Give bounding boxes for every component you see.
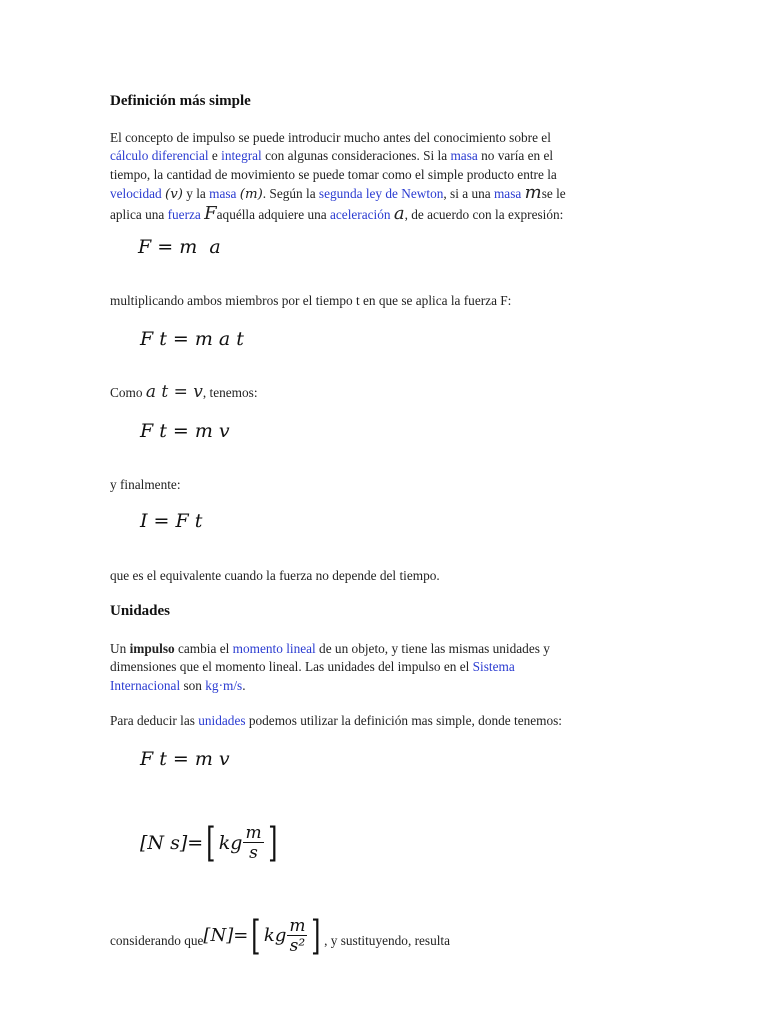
math-equals: = (147, 510, 176, 532)
para-line (110, 202, 566, 224)
math-rhs: a (209, 236, 221, 258)
equation-units-n (203, 913, 324, 959)
section-heading-definicion: Definición más simple (110, 93, 251, 109)
math-lhs: F t (140, 748, 167, 770)
text: Un (110, 641, 130, 656)
text: , si a una (443, 186, 494, 202)
section-heading-unidades: Unidades (110, 603, 171, 619)
link-internacional[interactable]: Internacional (110, 677, 181, 693)
math-rhs: m v (194, 748, 230, 770)
math-lhs: I (140, 510, 148, 532)
link-sistema[interactable]: Sistema (472, 659, 515, 675)
math-lhs: [N] (203, 924, 234, 946)
math-m: m (524, 182, 542, 204)
text: podemos utilizar la definición mas simple, donde tenemos: (245, 713, 563, 728)
math-rhs: F t (175, 510, 203, 532)
text: , tenemos: (202, 385, 258, 400)
math-F: F (204, 202, 217, 224)
paragraph-considerando (110, 900, 451, 959)
text: cambia el (174, 641, 233, 656)
link-momento-lineal[interactable]: momento lineal (232, 641, 316, 656)
math-kg: kg (218, 832, 243, 854)
para-line (110, 147, 566, 165)
math-equals: = (166, 748, 195, 770)
text: y la (182, 186, 210, 202)
equation-ft-mv-2 (140, 748, 230, 770)
math-lhs: F t (140, 420, 167, 442)
math-rhs: m v (194, 420, 230, 442)
fraction (287, 917, 307, 956)
para-line (110, 658, 550, 676)
link-integral[interactable]: integral (221, 148, 262, 164)
math-lhs: F (138, 236, 152, 258)
text: considerando que (110, 932, 204, 948)
fraction-numerator: m (245, 822, 262, 843)
text: , y sustituyendo, resulta (324, 932, 451, 948)
para-line (110, 677, 550, 695)
math-lhs: [N s] (140, 832, 188, 854)
math-equals: = (166, 420, 195, 442)
equation-impulso (140, 510, 202, 532)
text: con algunas consideraciones. Si la (261, 148, 451, 164)
bracket-close-icon: ] (311, 913, 321, 959)
fraction (243, 824, 263, 863)
text: de un objeto, y tiene las mismas unidades y (315, 641, 550, 656)
fraction-denominator: s (249, 842, 258, 863)
bracket-open-icon: [ (251, 913, 261, 959)
math-equals: = (233, 924, 249, 946)
math-a: a (393, 202, 405, 224)
equation-units-ns (140, 818, 280, 868)
link-velocidad[interactable]: velocidad (110, 186, 162, 202)
text: Como (110, 385, 146, 400)
link-segunda-ley-newton[interactable]: segunda ley de Newton (318, 186, 444, 202)
text: , de acuerdo con la expresión: (404, 206, 564, 222)
text: se le (541, 186, 566, 202)
text: aquélla adquiere una (216, 206, 330, 222)
math-equals: = (151, 236, 180, 258)
para-line: tiempo, la cantidad de movimiento se puede tomar como el simple producto entre la (110, 166, 557, 182)
math-kg: kg (263, 924, 287, 946)
link-masa[interactable]: masa (450, 148, 478, 164)
paragraph-multiplicando: multiplicando ambos miembros por el tiempo t en que se aplica la fuerza F: (110, 293, 512, 308)
link-kg-m-s[interactable]: kg·m/s (205, 677, 243, 693)
math-m: (m) (239, 187, 263, 203)
math-inline: a t = v (145, 382, 203, 402)
text: e (208, 148, 222, 164)
text: Para deducir las (110, 713, 199, 728)
link-fuerza[interactable]: fuerza (167, 206, 201, 222)
math-lhs: F t (140, 328, 167, 350)
paragraph-deducir (110, 712, 562, 730)
link-unidades[interactable]: unidades (198, 713, 246, 728)
para-line: El concepto de impulso se puede introducir mucho antes del conocimiento sobre el (110, 130, 551, 145)
equation-ft-mat (140, 328, 244, 350)
text: son (180, 677, 206, 693)
fraction-numerator: m (289, 915, 306, 936)
math-equals: = (166, 328, 195, 350)
text: no varía en el (477, 148, 554, 164)
fraction-denominator: s² (289, 935, 306, 956)
math-rhs: m a t (194, 328, 244, 350)
equation-ft-mv (140, 420, 230, 442)
link-masa[interactable]: masa (209, 186, 237, 202)
link-calculo-diferencial[interactable]: cálculo diferencial (110, 148, 209, 164)
paragraph-finalmente: y finalmente: (110, 477, 181, 492)
link-aceleracion[interactable]: aceleración (329, 206, 391, 222)
math-rhs: m (179, 236, 198, 258)
text: . Según la (262, 186, 319, 202)
bracket-open-icon: [ (206, 820, 216, 866)
para-line (110, 184, 566, 204)
bold-term: impulso (129, 641, 175, 656)
bracket-close-icon: ] (267, 820, 278, 866)
math-equals: = (187, 832, 204, 854)
paragraph-equivalente: que es el equivalente cuando la fuerza no depende del tiempo. (110, 568, 440, 583)
text: . (242, 677, 246, 693)
text: aplica una (110, 206, 168, 222)
link-masa[interactable]: masa (493, 186, 522, 202)
text: dimensiones que el momento lineal. Las unidades del impulso en el (110, 659, 473, 675)
para-line (110, 640, 550, 658)
equation-newton (138, 236, 221, 258)
paragraph-unidades (110, 640, 550, 695)
math-v: (v) (165, 187, 183, 203)
paragraph-intro (110, 129, 566, 224)
paragraph-como (110, 383, 258, 402)
